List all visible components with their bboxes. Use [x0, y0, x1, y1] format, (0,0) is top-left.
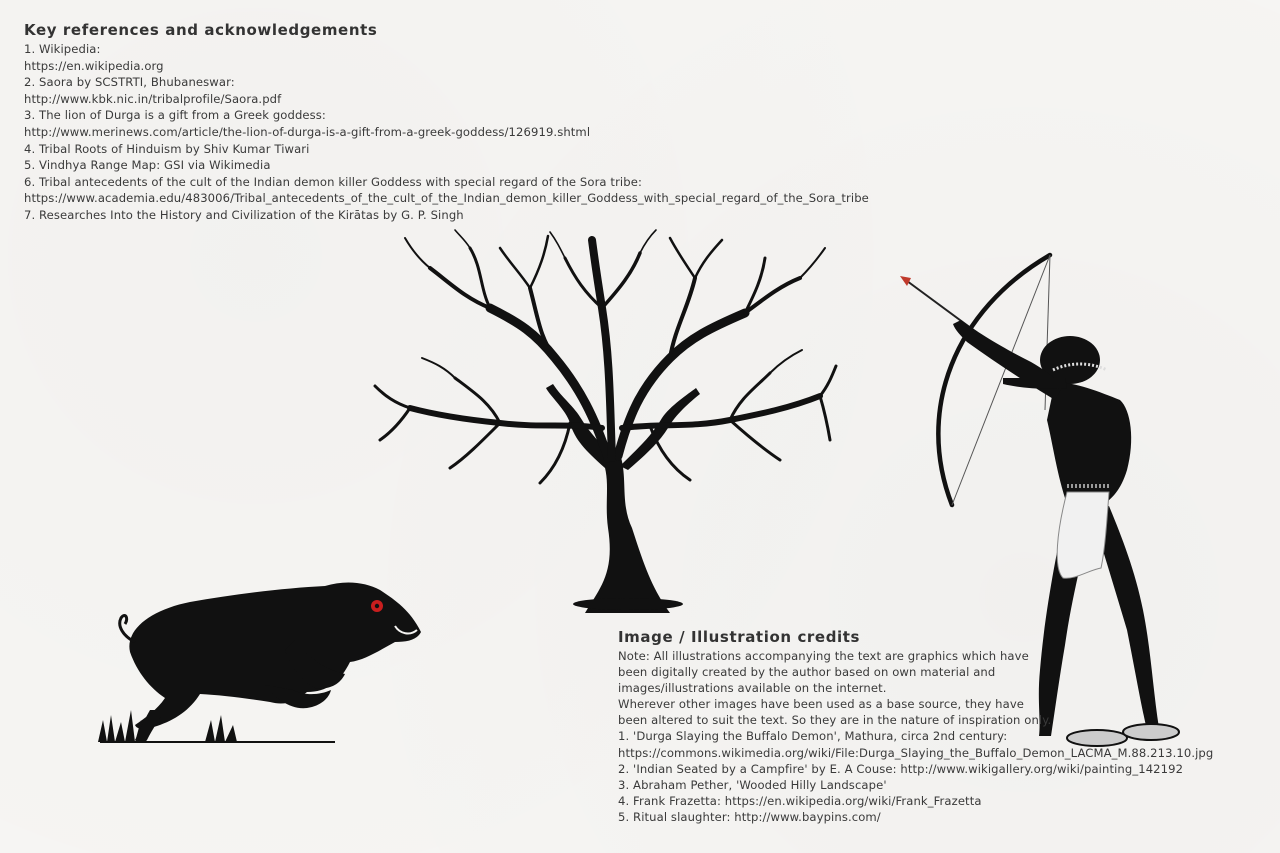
reference-line: 3. The lion of Durga is a gift from a Greek goddess: [24, 108, 326, 123]
references-section [24, 20, 1004, 224]
reference-line: 2. Saora by SCSTRTI, Bhubaneswar: [24, 75, 235, 90]
tree-illustration [370, 228, 840, 613]
credit-line: https://commons.wikimedia.org/wiki/File:Durga_Slaying_the_Buffalo_Demon_LACMA_M.88.213.10.jpg [618, 745, 1214, 760]
boar-illustration [95, 570, 430, 745]
image-credits-section [618, 627, 1268, 825]
reference-line: http://www.merinews.com/article/the-lion-of-durga-is-a-gift-from-a-greek-goddess/126919.shtml [24, 124, 591, 139]
credit-line: 4. Frank Frazetta: https://en.wikipedia.org/wiki/Frank_Frazetta [618, 793, 982, 808]
credit-line: been digitally created by the author based on own material and [618, 665, 996, 680]
references-title: Key references and acknowledgements [24, 21, 378, 39]
credit-line: 1. 'Durga Slaying the Buffalo Demon', Mathura, circa 2nd century: [618, 729, 1008, 744]
credit-line: 3. Abraham Pether, 'Wooded Hilly Landscape' [618, 777, 887, 792]
credit-line: been altered to suit the text. So they are in the nature of inspiration only. [618, 713, 1052, 728]
reference-line: http://www.kbk.nic.in/tribalprofile/Saora.pdf [24, 91, 282, 106]
reference-line: https://www.academia.edu/483006/Tribal_antecedents_of_the_cult_of_the_Indian_demon_killer_Goddess_with_special_regard_of_the_Sora_tribe [24, 191, 869, 206]
credit-line: Wherever other images have been used as a base source, they have [618, 697, 1025, 712]
reference-line: 1. Wikipedia: [24, 42, 101, 56]
reference-line: https://en.wikipedia.org [24, 58, 164, 73]
reference-line: 7. Researches Into the History and Civilization of the Kirātas by G. P. Singh [24, 207, 464, 222]
reference-line: 4. Tribal Roots of Hinduism by Shiv Kumar Tiwari [24, 141, 310, 156]
credit-line: Note: All illustrations accompanying the text are graphics which have [618, 649, 1029, 663]
reference-line: 6. Tribal antecedents of the cult of the Indian demon killer Goddess with special regard of the Sora tribe: [24, 174, 642, 189]
credit-line: 2. 'Indian Seated by a Campfire' by E. A Couse: http://www.wikigallery.org/wiki/painting_142192 [618, 761, 1184, 776]
credit-line: 5. Ritual slaughter: http://www.baypins.com/ [618, 809, 881, 824]
credit-line: images/illustrations available on the internet. [618, 681, 887, 696]
credits-title: Image / Illustration credits [618, 628, 861, 646]
reference-line: 5. Vindhya Range Map: GSI via Wikimedia [24, 158, 271, 173]
